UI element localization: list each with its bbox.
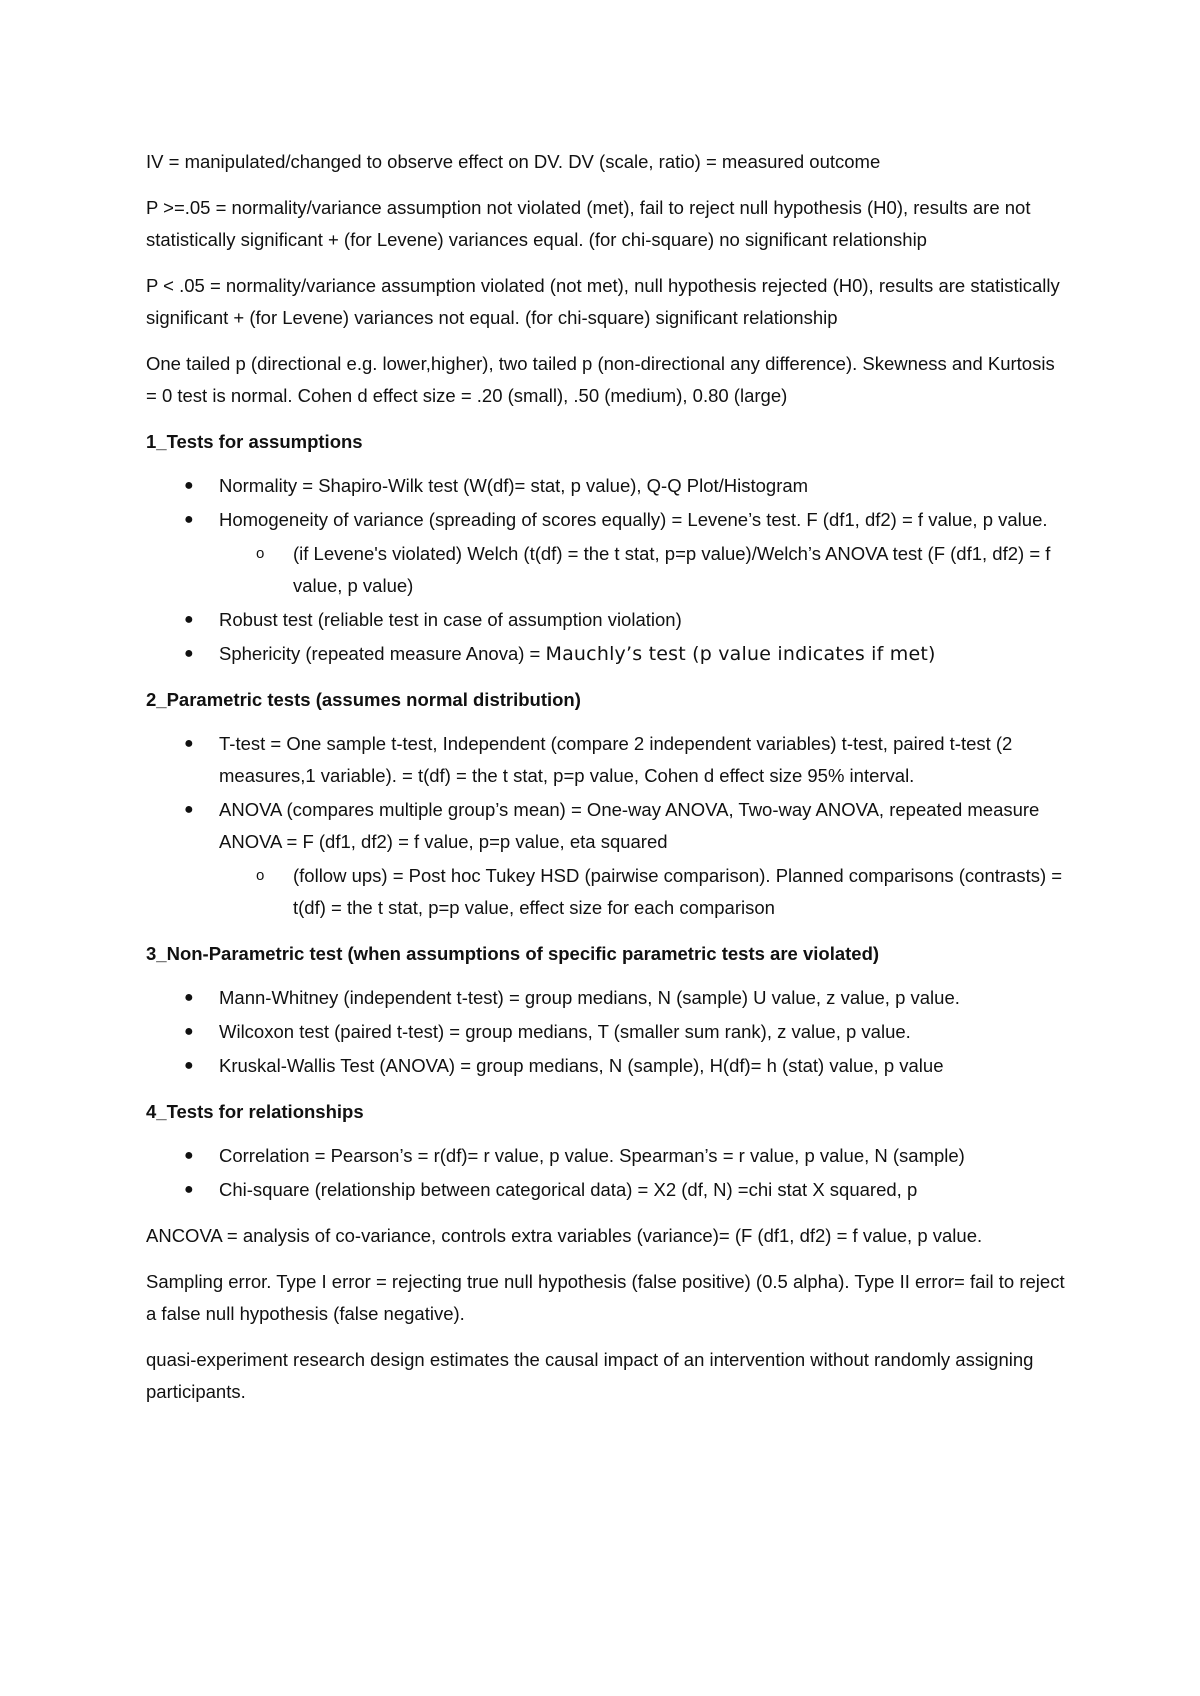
- bullet-icon: ●: [184, 735, 194, 752]
- list-item: [146, 638, 1066, 670]
- list-item-text: (follow ups) = Post hoc Tukey HSD (pairwise comparison). Planned comparisons (contrasts) = t(df) = the t stat, p=p value, effect size for each comparison: [293, 865, 1063, 918]
- list-item-text: Chi-square (relationship between categorical data) = X2 (df, N) =chi stat X squared, p: [219, 1179, 918, 1200]
- bullet-icon: ●: [184, 1057, 194, 1074]
- list-item-text: Sphericity (repeated measure Anova) =: [219, 643, 546, 664]
- list-item-text: Mann-Whitney (independent t-test) = group medians, N (sample) U value, z value, p value.: [219, 987, 960, 1008]
- sub-list-item: [146, 860, 1066, 924]
- sphericity-test-text: Mauchly’s test (p value indicates if met): [545, 643, 936, 665]
- paragraph-p-significant: P < .05 = normality/variance assumption violated (not met), null hypothesis rejected (H0), results are statistically significant + (for Levene) variances not equal. (for chi-square) significant relationship: [146, 275, 1060, 328]
- list-relationships: [146, 1140, 1066, 1206]
- sub-list-item: [146, 538, 1066, 602]
- list-item-text: Normality = Shapiro-Wilk test (W(df)= stat, p value), Q-Q Plot/Histogram: [219, 475, 809, 496]
- section-heading-relationships: 4_Tests for relationships: [146, 1101, 364, 1122]
- list-item: [146, 1050, 1066, 1082]
- paragraph-iv-dv: IV = manipulated/changed to observe effect on DV. DV (scale, ratio) = measured outcome: [146, 151, 881, 172]
- bullet-icon: ●: [184, 989, 194, 1006]
- list-item: [146, 1140, 1066, 1172]
- paragraph-quasi-experiment: quasi-experiment research design estimates the causal impact of an intervention without randomly assigning participants.: [146, 1349, 1034, 1402]
- list-item: [146, 504, 1066, 536]
- paragraph-ancova: ANCOVA = analysis of co-variance, controls extra variables (variance)= (F (df1, df2) = f value, p value.: [146, 1225, 983, 1246]
- list-item-text: Correlation = Pearson’s = r(df)= r value, p value. Spearman’s = r value, p value, N (sample): [219, 1145, 965, 1166]
- section-heading-assumptions: 1_Tests for assumptions: [146, 431, 363, 452]
- section-heading-non-parametric: 3_Non-Parametric test (when assumptions of specific parametric tests are violated): [146, 943, 880, 964]
- bullet-icon: ●: [184, 1147, 194, 1164]
- list-item-text: Robust test (reliable test in case of assumption violation): [219, 609, 682, 630]
- list-item: [146, 728, 1066, 792]
- section-heading-parametric: 2_Parametric tests (assumes normal distribution): [146, 689, 581, 710]
- sub-bullet-icon: o: [256, 867, 265, 884]
- list-parametric: [146, 728, 1066, 924]
- document-page: [146, 146, 1066, 1422]
- list-assumptions: [146, 470, 1066, 670]
- list-item: [146, 982, 1066, 1014]
- list-item-text: (if Levene's violated) Welch (t(df) = the t stat, p=p value)/Welch’s ANOVA test (F (df1, df2) = f value, p value): [293, 543, 1051, 596]
- list-item: [146, 470, 1066, 502]
- bullet-icon: ●: [184, 645, 194, 662]
- paragraph-errors: Sampling error. Type I error = rejecting true null hypothesis (false positive) (0.5 alpha). Type II error= fail to reject a false null hypothesis (false negative).: [146, 1271, 1065, 1324]
- bullet-icon: ●: [184, 477, 194, 494]
- bullet-icon: ●: [184, 611, 194, 628]
- paragraph-tails-effect-size: One tailed p (directional e.g. lower,higher), two tailed p (non-directional any difference). Skewness and Kurtosis = 0 test is normal. Cohen d effect size = .20 (small), .50 (medium), 0.80 (large): [146, 353, 1055, 406]
- list-item: [146, 794, 1066, 858]
- list-item-text: T-test = One sample t-test, Independent (compare 2 independent variables) t-test, paired t-test (2 measures,1 variable). = t(df) = the t stat, p=p value, Cohen d effect size 95% interval.: [219, 733, 1013, 786]
- bullet-icon: ●: [184, 1181, 194, 1198]
- list-non-parametric: [146, 982, 1066, 1082]
- list-item-text: Homogeneity of variance (spreading of scores equally) = Levene’s test. F (df1, df2) = f value, p value.: [219, 509, 1048, 530]
- bullet-icon: ●: [184, 511, 194, 528]
- bullet-icon: ●: [184, 1023, 194, 1040]
- sub-bullet-icon: o: [256, 545, 265, 562]
- list-item-text: ANOVA (compares multiple group’s mean) = One-way ANOVA, Two-way ANOVA, repeated measure ANOVA = F (df1, df2) = f value, p=p value, eta squared: [219, 799, 1040, 852]
- list-item-text: Wilcoxon test (paired t-test) = group medians, T (smaller sum rank), z value, p value.: [219, 1021, 911, 1042]
- bullet-icon: ●: [184, 801, 194, 818]
- list-item: [146, 1016, 1066, 1048]
- list-item: [146, 604, 1066, 636]
- list-item-text: Kruskal-Wallis Test (ANOVA) = group medians, N (sample), H(df)= h (stat) value, p value: [219, 1055, 944, 1076]
- paragraph-p-not-significant: P >=.05 = normality/variance assumption not violated (met), fail to reject null hypothesis (H0), results are not statistically significant + (for Levene) variances equal. (for chi-square) no significant relationship: [146, 197, 1031, 250]
- list-item: [146, 1174, 1066, 1206]
